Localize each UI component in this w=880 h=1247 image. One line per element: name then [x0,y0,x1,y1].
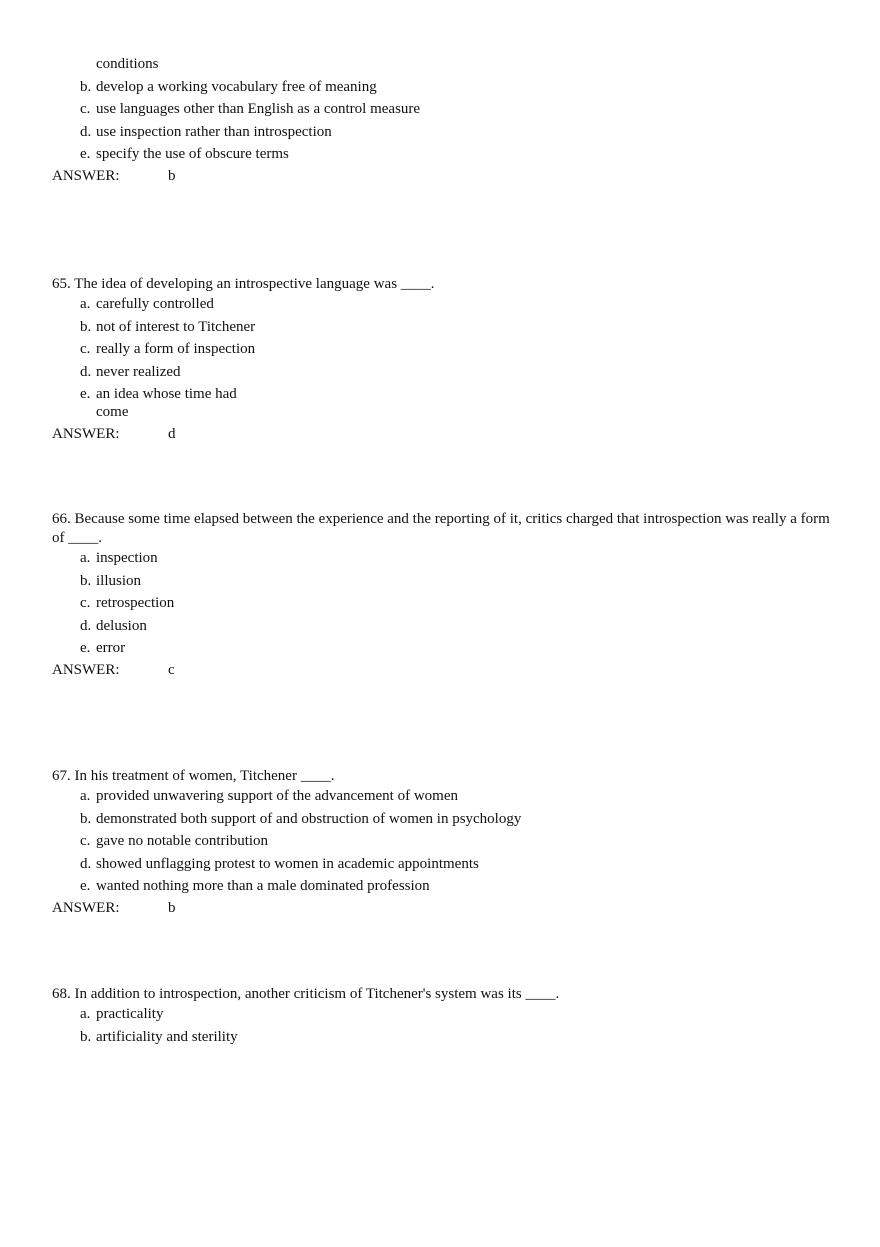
option-d [52,123,842,141]
option-e [52,385,842,421]
option-text: illusion [96,572,142,589]
option-text: never realized [96,363,181,380]
option-letter: a. [80,550,91,566]
option-text: retrospection [96,595,175,611]
option-letter: b. [80,1028,92,1045]
option-text-line: come [96,404,129,420]
option-text: wanted nothing more than a male dominated profession [96,878,430,894]
option-letter: b. [80,810,92,827]
question-stem: 67. In his treatment of women, Titchener ____. [52,768,335,784]
option-a [52,787,842,805]
option-b [52,318,842,336]
option-e [52,877,842,895]
option-text: showed unflagging protest to women in academic appointments [96,855,479,872]
option-letter: a. [80,1006,91,1022]
option-letter: c. [80,341,91,357]
option-text: provided unwavering support of the advancement of women [96,788,458,804]
option-text: develop a working vocabulary free of meaning [96,78,377,95]
option-letter: c. [80,595,91,611]
answer-label: ANSWER: [52,168,120,184]
option-c [52,340,842,358]
option-letter: a. [80,788,91,804]
option-letter: d. [80,855,92,872]
answer-value: b [168,168,176,184]
option-b [52,572,842,590]
option-letter: e. [80,146,91,162]
option-d [52,855,842,873]
option-letter: e. [80,878,91,894]
option-text: inspection [96,550,158,566]
option-e [52,145,842,163]
option-letter: c. [80,833,91,849]
option-b [52,810,842,828]
option-letter: e. [80,640,91,656]
question-stem: 68. In addition to introspection, another criticism of Titchener's system was its ____. [52,986,560,1002]
option-b [52,1028,842,1046]
answer-label: ANSWER: [52,426,120,442]
option-text: demonstrated both support of and obstruction of women in psychology [96,810,522,827]
question-64-continuation [52,55,842,185]
option-text: use languages other than English as a control measure [96,101,421,117]
option-d [52,363,842,381]
option-letter: a. [80,296,91,312]
option-text [96,385,237,421]
question-stem: 66. Because some time elapsed between the experience and the reporting of it, critics charged that introspection was really a form of ____. [52,511,830,546]
answer-value: b [168,900,176,916]
answer-line [52,425,842,443]
option-letter: b. [80,78,92,95]
answer-label: ANSWER: [52,662,120,678]
option-text: specify the use of obscure terms [96,146,289,162]
option-text: carefully controlled [96,296,214,312]
option-a [52,295,842,313]
answer-line [52,661,842,679]
option-letter: d. [80,363,92,380]
option-text: not of interest to Titchener [96,318,256,335]
question-68 [52,985,842,1046]
option-b [52,78,842,96]
question-stem: 65. The idea of developing an introspective language was ____. [52,276,435,292]
option-text-line: an idea whose time had [96,386,237,402]
option-letter: d. [80,617,92,634]
option-c [52,832,842,850]
answer-line [52,899,842,917]
option-letter: d. [80,123,92,140]
option-text: practicality [96,1006,164,1022]
option-text: use inspection rather than introspection [96,123,332,140]
option-letter: e. [80,386,91,402]
option-continuation-text: conditions [96,56,159,72]
answer-label: ANSWER: [52,900,120,916]
option-letter: b. [80,318,92,335]
answer-value: c [168,662,175,678]
option-c [52,594,842,612]
option-a [52,549,842,567]
answer-value: d [168,426,176,442]
answer-line [52,167,842,185]
option-text: delusion [96,617,147,634]
question-66 [52,510,842,679]
option-letter: c. [80,101,91,117]
option-text: gave no notable contribution [96,833,269,849]
option-e [52,639,842,657]
option-a [52,1005,842,1023]
option-c [52,100,842,118]
question-65 [52,275,842,443]
option-letter: b. [80,572,92,589]
option-text: error [96,640,126,656]
option-d [52,617,842,635]
option-text: artificiality and sterility [96,1028,238,1045]
option-text: really a form of inspection [96,341,256,357]
question-67 [52,767,842,917]
